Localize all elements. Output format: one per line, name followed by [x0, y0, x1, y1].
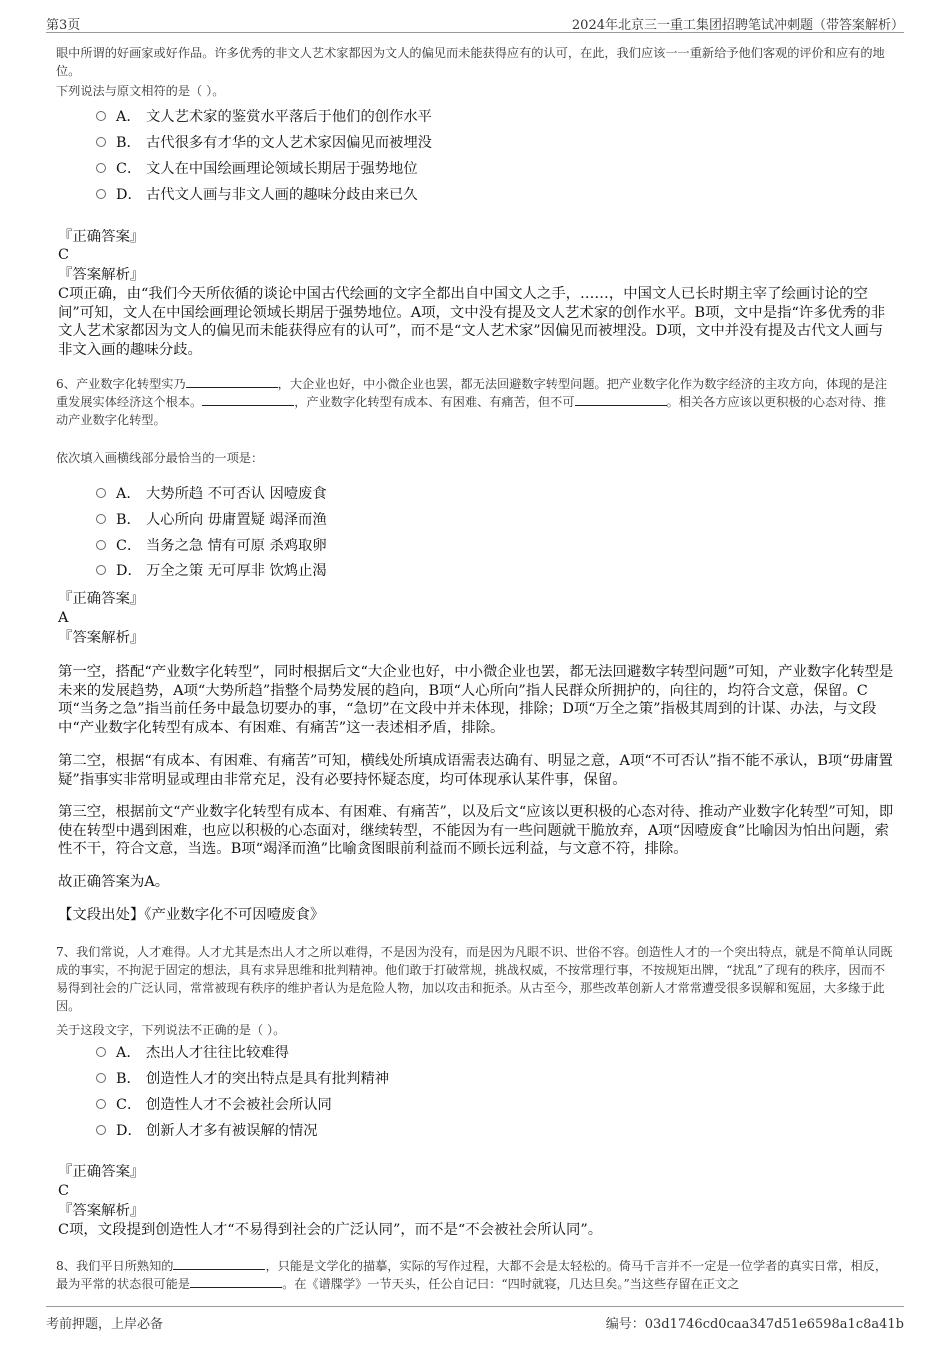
- q5-answer-label: 『正确答案』: [58, 229, 145, 245]
- q6-source: 【文段出处】《产业数字化不可因噎废食》: [58, 907, 325, 923]
- q7-answer: C: [58, 1183, 70, 1199]
- radio-icon[interactable]: [96, 1073, 106, 1083]
- q5-intro: 眼中所谓的好画家或好作品。许多优秀的非文人艺术家都因为文人的偏见而未能获得应有的认可，在此，我们应该一一重新给予他们客观的评价和应有的地位。: [56, 46, 885, 78]
- radio-icon[interactable]: [96, 163, 106, 173]
- radio-icon[interactable]: [96, 1125, 106, 1135]
- q8-stem: 8、我们平日所熟知的 ，只能是文学化的描摹，实际的写作过程，大都不会是太轻松的。倚马千言并不一定是一位学者的真实日常，相反，最为平常的状态很可能是 。在《谱牒学》一节天头，任公自记曰：“四时就寝，几达旦矣。”当这些存留在正文之: [56, 1259, 888, 1291]
- q6-answer-label: 『正确答案』: [58, 591, 145, 607]
- blank-1: [173, 1257, 265, 1270]
- q5-option-c[interactable]: C． 文人在中国绘画理论领域长期居于强势地位: [96, 159, 418, 179]
- q7-option-a[interactable]: A． 杰出人才往往比较难得: [96, 1043, 289, 1063]
- q6-stem: 6、产业数字化转型实乃 ，大企业也好，中小微企业也罢，都无法回避数字转型问题。把产业数字化作为数字经济的主攻方向，体现的是注重发展实体经济这个根本。 ，产业数字化转型有成本、有困难、有痛苦，但不可 。相关各方应该以更积极的心态对待、推动产业数字化转型。: [56, 377, 888, 427]
- q7-option-b[interactable]: B． 创造性人才的突出特点是具有批判精神: [96, 1069, 389, 1089]
- page-header: [46, 10, 904, 33]
- blank-1: [186, 375, 278, 388]
- q6-analysis-para2: 第二空，根据“有成本、有困难、有痛苦”可知，横线处所填成语需表达确有、明显之意，A项“不可否认”指不能不承认，B项“毋庸置疑”指事实非常明显或理由非常充足，没有必要持怀疑态度，均可体现承认某件事，保留。: [58, 753, 893, 788]
- q6-analysis-para3: 第三空，根据前文“产业数字化转型有成本、有困难、有痛苦”，以及后文“应该以更积极的心态对待、推动产业数字化转型”可知，即使在转型中遇到困难，也应以积极的心态面对，继续转型，不能因为有一些问题就干脆放弃，A项“因噎废食”比喻因为怕出问题，索性不干，符合文意，当选。B项“竭泽而渔”比喻贪图眼前利益而不顾长远利益，与文意不符，排除。: [58, 804, 894, 857]
- blank-3: [575, 393, 667, 406]
- q6-option-a[interactable]: A． 大势所趋 不可否认 因噎废食: [96, 484, 327, 504]
- q7-prompt: 关于这段文字，下列说法不正确的是（ ）。: [56, 1023, 286, 1037]
- q5-analysis: C项正确，由“我们今天所依循的谈论中国古代绘画的文字全都出自中国文人之手，……，中国文人已长时期主宰了绘画讨论的空间”可知，文人在中国绘画理论领域长期居于强势地位。A项，文中没有提及文人艺术家的创作水平。B项，文中是指“许多优秀的非文人艺术家都因为文人的偏见而未能获得应有的认可”，而不是“文人艺术家”因偏见而被埋没。D项，文中并没有提及古代文人画与非文入画的趣味分歧。: [58, 286, 886, 358]
- radio-icon[interactable]: [96, 1099, 106, 1109]
- document-title: 2024年北京三一重工集团招聘笔试冲刺题（带答案解析）: [571, 18, 904, 33]
- q7-analysis-label: 『答案解析』: [58, 1203, 145, 1219]
- q6-option-d[interactable]: D． 万全之策 无可厚非 饮鸩止渴: [96, 561, 327, 581]
- q6-option-b[interactable]: B． 人心所向 毋庸置疑 竭泽而渔: [96, 510, 327, 530]
- radio-icon[interactable]: [96, 111, 106, 121]
- radio-icon[interactable]: [96, 189, 106, 199]
- q7-option-c[interactable]: C． 创造性人才不会被社会所认同: [96, 1095, 332, 1115]
- q7-stem: 7、我们常说，人才难得。人才尤其是杰出人才之所以难得，不是因为没有，而是因为凡眼不识、世俗不容。创造性人才的一个突出特点，就是不简单认同既成的事实，不拘泥于固定的想法，具有求异思维和批判精神。他们敢于打破常规，挑战权威，不按常理行事，不按规矩出牌，“扰乱”了现有的秩序，因而不易得到社会的广泛认同，常常被现有秩序的维护者认为是危险人物，加以攻击和扼杀。从古至今，那些改革创新人才常常遭受很多误解和冤屈，大多缘于此因。: [56, 945, 893, 1013]
- blank-2: [190, 1275, 282, 1288]
- q6-prompt: 依次填入画横线部分最恰当的一项是：: [56, 451, 264, 465]
- q6-analysis-label: 『答案解析』: [58, 630, 145, 646]
- page-number: 第3页: [46, 18, 81, 33]
- q7-option-d[interactable]: D． 创新人才多有被误解的情况: [96, 1121, 318, 1141]
- q5-option-b[interactable]: B． 古代很多有才华的文人艺术家因偏见而被埋没: [96, 133, 432, 153]
- q6-analysis-para1: 第一空，搭配“产业数字化转型”，同时根据后文“大企业也好，中小微企业也罢，都无法回避数字转型问题”可知，产业数字化转型是未来的发展趋势，A项“大势所趋”指整个局势发展的趋向，B项“人心所向”指人民群众所拥护的，向往的，均符合文意，保留。C项“当务之急”指当前任务中最急切要办的事，“急切”在文段中并未体现，排除；D项“万全之策”指极其周到的计谋、办法，与文段中“产业数字化转型有成本、有困难、有痛苦”这一表述相矛盾，排除。: [58, 664, 894, 736]
- page-footer: [46, 1306, 904, 1332]
- radio-icon[interactable]: [96, 565, 106, 575]
- q7-analysis: C项，文段提到创造性人才“不易得到社会的广泛认同”，而不是“不会被社会所认同”。: [58, 1222, 603, 1238]
- q5-analysis-label: 『答案解析』: [58, 267, 145, 283]
- radio-icon[interactable]: [96, 1047, 106, 1057]
- q7-answer-label: 『正确答案』: [58, 1164, 145, 1180]
- footer-slogan: 考前押题，上岸必备: [46, 1317, 164, 1332]
- q5-option-a[interactable]: A． 文人艺术家的鉴赏水平落后于他们的创作水平: [96, 107, 432, 127]
- q5-answer: C: [58, 247, 70, 263]
- q5-prompt: 下列说法与原文相符的是（ ）。: [56, 84, 225, 98]
- blank-2: [202, 393, 294, 406]
- q6-answer: A: [58, 610, 69, 626]
- q6-conclusion: 故正确答案为A。: [58, 874, 170, 890]
- radio-icon[interactable]: [96, 514, 106, 524]
- q5-option-d[interactable]: D． 古代文人画与非文人画的趣味分歧由来已久: [96, 185, 418, 205]
- footer-serial: 编号：03d1746cd0caa347d51e6598a1c8a41b: [605, 1317, 904, 1332]
- radio-icon[interactable]: [96, 137, 106, 147]
- q6-option-c[interactable]: C． 当务之急 情有可原 杀鸡取卵: [96, 536, 327, 556]
- radio-icon[interactable]: [96, 488, 106, 498]
- radio-icon[interactable]: [96, 540, 106, 550]
